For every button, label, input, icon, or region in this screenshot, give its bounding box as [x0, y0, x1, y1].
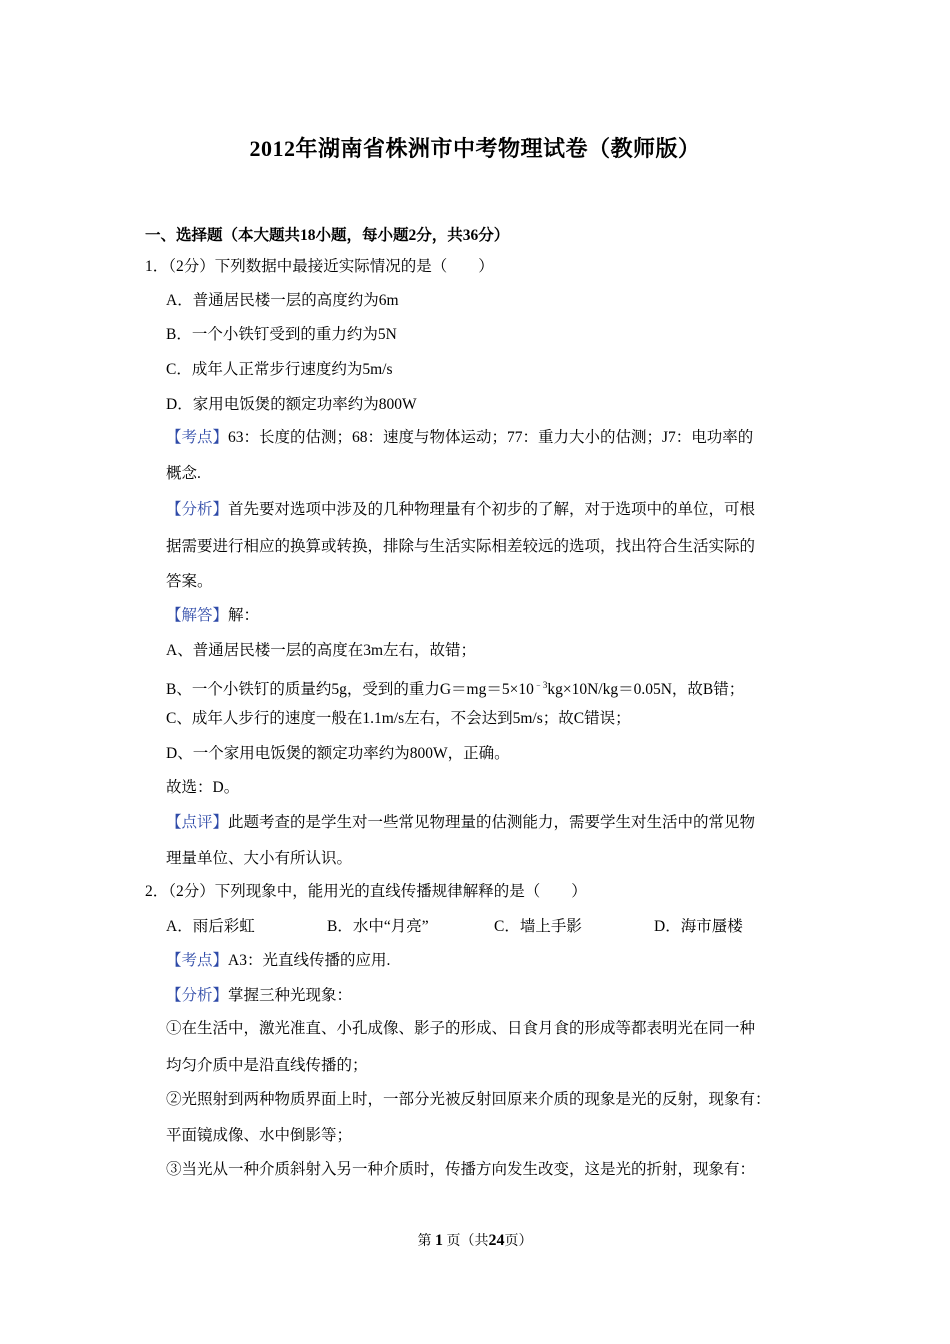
q1-fenxi [166, 500, 755, 520]
q1-dianping [166, 813, 755, 833]
q2-option-d: D．海市蜃楼 [654, 918, 743, 935]
answer-b-exponent: ﹣3 [533, 680, 548, 690]
footer-total-pages: 24 [488, 1232, 505, 1249]
q2-stem: 2．（2分）下列现象中，能用光的直线传播规律解释的是（ ） [145, 883, 587, 900]
fenxi-text: 首先要对选项中涉及的几种物理量有个初步的了解，对于选项中的单位，可根 [228, 501, 756, 518]
q2-fenxi [166, 986, 352, 1006]
q1-option-b: B．一个小铁钉受到的重力约为5N [166, 326, 397, 343]
kaodian-text: A3：光直线传播的应用. [228, 952, 391, 969]
q1-stem: 1．（2分）下列数据中最接近实际情况的是（ ） [145, 258, 494, 275]
q2-option-c: C．墙上手影 [494, 918, 582, 935]
q1-kaodian-cont: 概念. [166, 465, 201, 482]
q1-choice: 故选：D。 [166, 779, 240, 796]
q1-answer-b [166, 675, 744, 700]
q2-point-2: ②光照射到两种物质界面上时，一部分光被反射回原来介质的现象是光的反射，现象有： [166, 1091, 771, 1108]
section-header: 一、选择题（本大题共18小题，每小题2分，共36分） [145, 227, 510, 244]
q2-option-b: B．水中“月亮” [327, 918, 429, 935]
q2-option-a: A．雨后彩虹 [166, 918, 255, 935]
q1-jieda [166, 606, 259, 626]
fenxi-tag: 【分析】 [166, 987, 229, 1004]
q1-option-d: D．家用电饭煲的额定功率约为800W [166, 396, 417, 413]
q2-point-2-cont: 平面镜成像、水中倒影等； [166, 1127, 353, 1144]
q1-answer-a: A、普通居民楼一层的高度在3m左右，故错； [166, 642, 477, 659]
q1-option-a: A．普通居民楼一层的高度约为6m [166, 292, 399, 309]
footer-pre: 第 [417, 1234, 432, 1249]
fenxi-text: 掌握三种光现象： [228, 987, 353, 1004]
answer-b-post: kg×10N/kg＝0.05N，故B错； [547, 681, 745, 698]
jieda-tag: 【解答】 [166, 607, 229, 624]
fenxi-tag: 【分析】 [166, 501, 229, 518]
kaodian-tag: 【考点】 [166, 952, 229, 969]
answer-b-pre: B、一个小铁钉的质量约5g，受到的重力G＝mg＝5×10 [166, 681, 534, 698]
footer-mid: 页（共 [446, 1234, 489, 1249]
dianping-text: 此题考查的是学生对一些常见物理量的估测能力，需要学生对生活中的常见物 [228, 814, 756, 831]
q2-point-1: ①在生活中，激光准直、小孔成像、影子的形成、日食月食的形成等都表明光在同一种 [166, 1020, 756, 1037]
dianping-tag: 【点评】 [166, 814, 229, 831]
q2-point-3: ③当光从一种介质斜射入另一种介质时，传播方向发生改变，这是光的折射，现象有： [166, 1161, 756, 1178]
q1-fenxi-cont2: 答案。 [166, 573, 213, 590]
page-footer [0, 1230, 950, 1250]
footer-post: 页） [504, 1234, 533, 1249]
kaodian-tag: 【考点】 [166, 429, 229, 446]
q1-kaodian [166, 428, 753, 448]
q1-option-c: C．成年人正常步行速度约为5m/s [166, 361, 393, 378]
jieda-text: 解： [228, 607, 260, 624]
q1-answer-c: C、成年人步行的速度一般在1.1m/s左右，不会达到5m/s；故C错误； [166, 710, 631, 727]
q2-point-1-cont: 均匀介质中是沿直线传播的； [166, 1057, 368, 1074]
kaodian-text: 63：长度的估测；68：速度与物体运动；77：重力大小的估测；J7：电功率的 [228, 429, 754, 446]
q1-dianping-cont: 理量单位、大小有所认识。 [166, 850, 353, 867]
page-title: 2012年湖南省株洲市中考物理试卷（教师版） [249, 136, 701, 161]
footer-page-number: 1 [435, 1232, 443, 1249]
q1-fenxi-cont: 据需要进行相应的换算或转换，排除与生活实际相差较远的选项，找出符合生活实际的 [166, 538, 756, 555]
q1-answer-d: D、一个家用电饭煲的额定功率约为800W，正确。 [166, 745, 510, 762]
q2-kaodian [166, 951, 390, 971]
